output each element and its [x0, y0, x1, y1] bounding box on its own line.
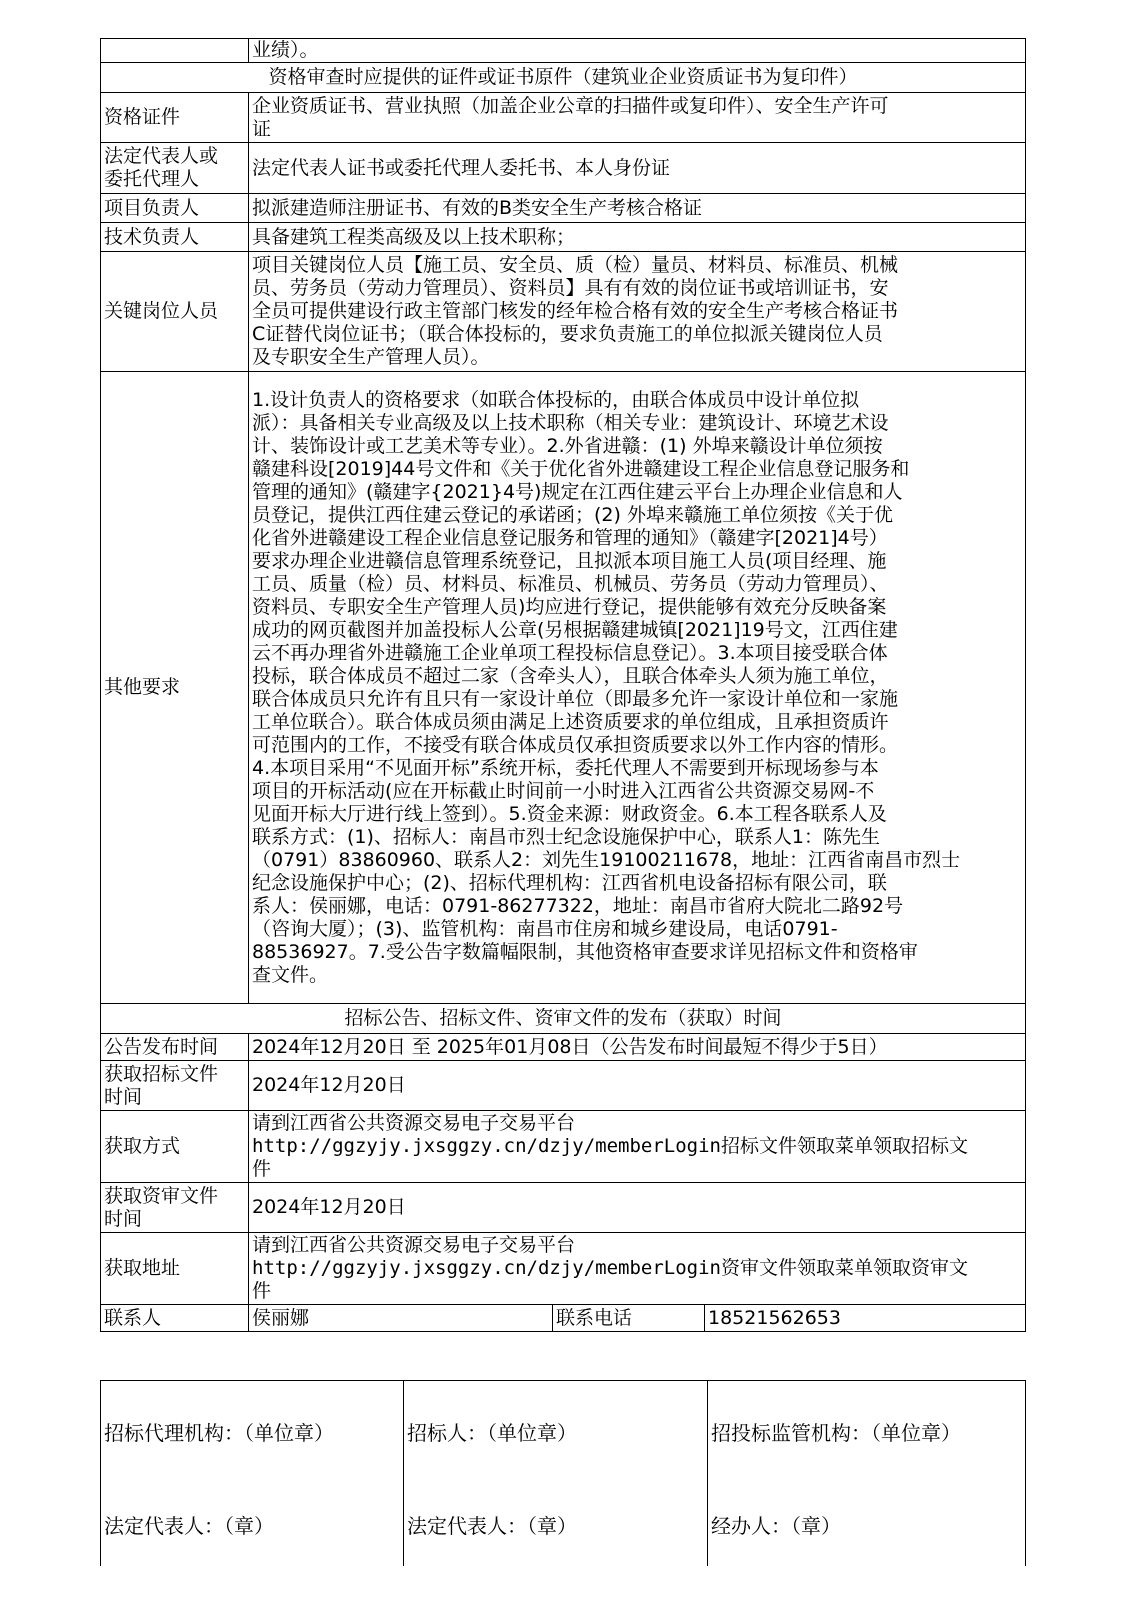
- empty-label-cell: [101, 39, 249, 63]
- row-label: 获取方式: [101, 1111, 249, 1183]
- tender-info-table: [100, 38, 1026, 1332]
- row-value: 法定代表人证书或委托代理人委托书、本人身份证: [249, 143, 1026, 194]
- row-label: 关键岗位人员: [101, 252, 249, 372]
- table-row: [101, 39, 1026, 63]
- table-row: [101, 1034, 1026, 1061]
- row-value: 2024年12月20日: [249, 1061, 1026, 1111]
- row-label: 法定代表人或 委托代理人: [101, 143, 249, 194]
- continuation-text: 业绩）。: [249, 39, 1026, 63]
- signature-row: [101, 1381, 1026, 1567]
- table-row: [101, 93, 1026, 143]
- row-label: 技术负责人: [101, 223, 249, 252]
- section-header-row: [101, 1004, 1026, 1034]
- table-row: [101, 1233, 1026, 1305]
- contact-label: 联系人: [101, 1305, 249, 1332]
- signature-cell-tenderer: [404, 1381, 708, 1567]
- agency-rep-label: 法定代表人：（章）: [104, 1514, 274, 1538]
- supervisor-handler-label: 经办人：（章）: [711, 1514, 841, 1538]
- table-row: [101, 1061, 1026, 1111]
- table-row: [101, 1183, 1026, 1233]
- row-value: 2024年12月20日 至 2025年01月08日（公告发布时间最短不得少于5日）: [249, 1034, 1026, 1061]
- row-value: 1.设计负责人的资格要求（如联合体投标的，由联合体成员中设计单位拟 派）：具备相关专业高级及以上技术职称（相关专业：建筑设计、环境艺术设 计、装饰设计或工艺美术等专业）。2.外省进赣：(1) 外埠来赣设计单位须按 赣建科设[2019]44号文件和《关于优化省外进赣建设工程企业信息登记服务和 管理的通知》(赣建字{2021}4号)规定在江西住建云平台上办理企业信息和人 员登记，提供江西住建云登记的承诺函；(2) 外埠来赣施工单位须按《关于优 化省外进赣建设工程企业信息登记服务和管理的通知》（赣建字[2021]4号） 要求办理企业进赣信息管理系统登记，且拟派本项目施工人员(项目经理、施 工员、质量（检）员、材料员、标准员、机械员、劳务员（劳动力管理员）、 资料员、专职安全生产管理人员)均应进行登记，提供能够有效充分反映备案 成功的网页截图并加盖投标人公章(另根据赣建城镇[2021]19号文，江西住建 云不再办理省外进赣施工企业单项工程投标信息登记）。3.本项目接受联合体 投标，联合体成员不超过二家（含牵头人），且联合体牵头人须为施工单位， 联合体成员只允许有且只有一家设计单位（即最多允许一家设计单位和一家施 工单位联合）。联合体成员须由满足上述资质要求的单位组成，且承担资质许 可范围内的工作，不接受有联合体成员仅承担资质要求以外工作内容的情形。 4.本项目采用“不见面开标”系统开标，委托代理人不需要到开标现场参与本 项目的开标活动(应在开标截止时间前一小时进入江西省公共资源交易网-不 见面开标大厅进行线上签到）。5.资金来源：财政资金。6.本工程各联系人及 联系方式：(1)、招标人：南昌市烈士纪念设施保护中心，联系人1：陈先生 （0791）83860960、联系人2：刘先生19100211678，地址：江西省南昌市烈士 纪念设施保护中心；(2)、招标代理机构：江西省机电设备招标有限公司，联 系人：侯丽娜，电话：0791-86277322，地址：南昌市省府大院北二路92号 （咨询大厦）；(3)、监管机构：南昌市住房和城乡建设局，电话0791- 88536927。7.受公告字数篇幅限制，其他资格审查要求详见招标文件和资格审 查文件。: [249, 372, 1026, 1004]
- row-label: 项目负责人: [101, 194, 249, 223]
- phone-value: 18521562653: [705, 1305, 1026, 1332]
- section-title-release-time: 招标公告、招标文件、资审文件的发布（获取）时间: [101, 1004, 1026, 1034]
- section-header-row: [101, 63, 1026, 93]
- row-label: 资格证件: [101, 93, 249, 143]
- table-row: [101, 252, 1026, 372]
- signature-cell-agency: [101, 1381, 404, 1567]
- table-row: [101, 372, 1026, 1004]
- signature-table: [100, 1380, 1026, 1566]
- contact-name: 侯丽娜: [249, 1305, 553, 1332]
- row-label: 其他要求: [101, 372, 249, 1004]
- row-label: 获取招标文件 时间: [101, 1061, 249, 1111]
- phone-label: 联系电话: [553, 1305, 705, 1332]
- tenderer-rep-label: 法定代表人：（章）: [407, 1514, 577, 1538]
- table-row: [101, 223, 1026, 252]
- signature-cell-supervisor: [708, 1381, 1026, 1567]
- supervisor-seal-label: 招投标监管机构：（单位章）: [711, 1421, 961, 1445]
- table-row: [101, 1111, 1026, 1183]
- row-value: 具备建筑工程类高级及以上技术职称；: [249, 223, 1026, 252]
- contact-row: [101, 1305, 1026, 1332]
- row-label: 获取资审文件 时间: [101, 1183, 249, 1233]
- row-value: 请到江西省公共资源交易电子交易平台 http://ggzyjy.jxsggzy.cn/dzjy/memberLogin资审文件领取菜单领取资审文 件: [249, 1233, 1026, 1305]
- row-value: 拟派建造师注册证书、有效的B类安全生产考核合格证: [249, 194, 1026, 223]
- row-value: 项目关键岗位人员【施工员、安全员、质（检）量员、材料员、标准员、机械 员、劳务员（劳动力管理员）、资料员】具有有效的岗位证书或培训证书，安 全员可提供建设行政主管部门核发的经年检合格有效的安全生产考核合格证书 C证替代岗位证书；（联合体投标的，要求负责施工的单位拟派关键岗位人员 及专职安全生产管理人员）。: [249, 252, 1026, 372]
- section-title-documents: 资格审查时应提供的证件或证书原件（建筑业企业资质证书为复印件）: [101, 63, 1026, 93]
- table-row: [101, 143, 1026, 194]
- table-row: [101, 194, 1026, 223]
- row-label: 公告发布时间: [101, 1034, 249, 1061]
- row-value: 企业资质证书、营业执照（加盖企业公章的扫描件或复印件）、安全生产许可 证: [249, 93, 1026, 143]
- row-value: 请到江西省公共资源交易电子交易平台 http://ggzyjy.jxsggzy.cn/dzjy/memberLogin招标文件领取菜单领取招标文 件: [249, 1111, 1026, 1183]
- row-value: 2024年12月20日: [249, 1183, 1026, 1233]
- agency-seal-label: 招标代理机构：（单位章）: [104, 1421, 334, 1445]
- tenderer-seal-label: 招标人：（单位章）: [407, 1421, 577, 1445]
- row-label: 获取地址: [101, 1233, 249, 1305]
